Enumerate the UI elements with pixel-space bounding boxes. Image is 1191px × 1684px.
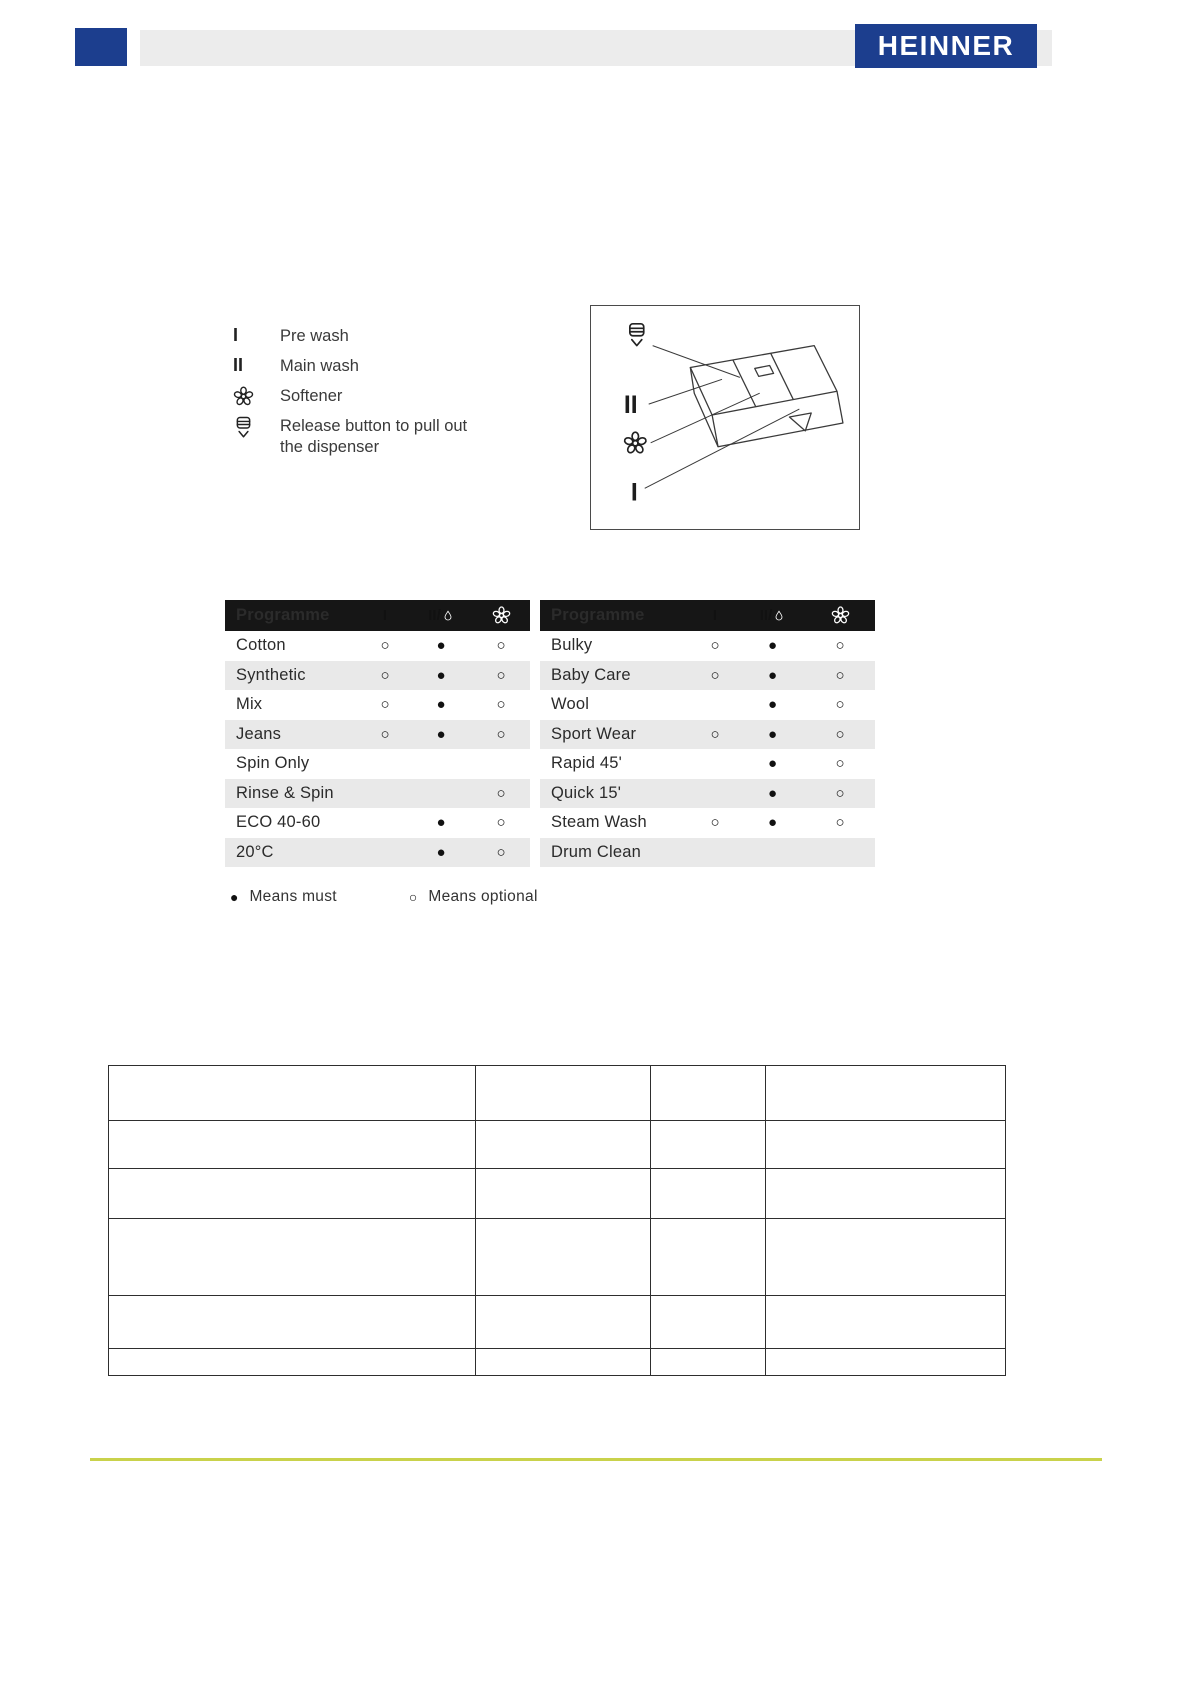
programme-name: Wool (551, 695, 590, 714)
diagram-mainwash-label: II (623, 392, 638, 420)
prewash-cell: ○ (380, 666, 390, 684)
mainwash-cell: ● (767, 814, 778, 832)
softener-flower-icon (831, 606, 850, 625)
softener-cell: ○ (835, 696, 845, 714)
softener-cell: ○ (496, 666, 506, 684)
table-row (109, 1169, 1006, 1219)
programme-table-header (225, 600, 530, 631)
prewash-cell: ○ (380, 637, 390, 655)
column-header-softener (805, 606, 875, 625)
mainwash-cell: ● (436, 637, 446, 655)
footer-accent-line (90, 1458, 1102, 1461)
empty-cell (476, 1219, 651, 1296)
programme-name: Mix (236, 695, 263, 714)
empty-cell (651, 1349, 766, 1376)
programme-name: Rinse & Spin (236, 783, 334, 802)
empty-cell (651, 1219, 766, 1296)
column-header-softener (472, 606, 530, 625)
table-row (540, 838, 875, 868)
column-header-prewash: I (712, 607, 718, 624)
softener-cell: ○ (835, 755, 845, 773)
table-row (225, 838, 530, 868)
table-key (230, 888, 538, 906)
mainwash-cell: ● (767, 666, 778, 684)
water-drop-icon (773, 608, 785, 623)
mainwash-header-label: II/ (428, 607, 441, 624)
empty-cell (766, 1169, 1006, 1219)
softener-flower-icon (624, 432, 647, 454)
table-row (225, 749, 530, 779)
column-header-prewash: I (382, 607, 388, 624)
table-row (540, 690, 875, 720)
empty-cell (766, 1349, 1006, 1376)
header-blue-tab (75, 28, 127, 66)
release-button-icon (630, 324, 644, 346)
programme-name: Jeans (236, 724, 282, 743)
table-row (109, 1296, 1006, 1349)
empty-cell (766, 1121, 1006, 1169)
column-header-programme: Programme (236, 606, 330, 624)
programme-name: Rapid 45' (551, 754, 622, 773)
softener-flower-icon (233, 386, 254, 407)
optional-label: Means optional (428, 888, 538, 905)
mainwash-header-label: II/ (759, 607, 773, 624)
legend-label: Pre wash (280, 327, 349, 345)
prewash-cell: ○ (380, 725, 390, 743)
empty-cell (766, 1219, 1006, 1296)
legend-item-softener (233, 384, 475, 414)
mainwash-cell: ● (767, 755, 778, 773)
empty-cell (109, 1066, 476, 1121)
softener-cell: ○ (496, 696, 506, 714)
empty-cell (109, 1219, 476, 1296)
programme-name: Bulky (551, 636, 593, 655)
mainwash-cell: ● (436, 696, 446, 714)
table-row (540, 631, 875, 661)
legend-label: Main wash (280, 357, 359, 375)
programme-name: Sport Wear (551, 724, 637, 743)
legend-item-release-button (233, 414, 475, 458)
mainwash-cell: ● (436, 666, 446, 684)
softener-cell: ○ (835, 666, 845, 684)
empty-cell (476, 1121, 651, 1169)
empty-cell (651, 1296, 766, 1349)
mainwash-cell: ● (436, 814, 446, 832)
empty-cell (766, 1066, 1006, 1121)
softener-cell: ○ (496, 814, 506, 832)
softener-cell: ○ (496, 637, 506, 655)
empty-cell (109, 1349, 476, 1376)
softener-cell: ○ (835, 814, 845, 832)
programme-name: Cotton (236, 636, 286, 655)
table-row (225, 808, 530, 838)
mainwash-symbol: II (233, 355, 244, 375)
softener-cell: ○ (496, 784, 506, 802)
table-row (109, 1349, 1006, 1376)
empty-cell (651, 1121, 766, 1169)
empty-cell (476, 1066, 651, 1121)
mainwash-cell: ● (436, 725, 446, 743)
empty-cell (476, 1169, 651, 1219)
mainwash-cell: ● (436, 843, 446, 861)
table-row (540, 808, 875, 838)
programme-name: 20°C (236, 842, 274, 861)
programme-name: Baby Care (551, 665, 631, 684)
brand-logo: HEINNER (855, 24, 1037, 68)
legend-label: Release button to pull out the dispenser (280, 417, 468, 456)
legend-item-mainwash (233, 354, 475, 384)
mainwash-cell: ● (767, 784, 778, 802)
table-row (540, 749, 875, 779)
empty-cell (109, 1169, 476, 1219)
prewash-cell: ○ (710, 814, 720, 832)
mainwash-cell: ● (767, 725, 778, 743)
optional-symbol: ○ (408, 889, 418, 905)
prewash-symbol: I (233, 325, 239, 345)
softener-cell: ○ (835, 637, 845, 655)
empty-cell (651, 1169, 766, 1219)
table-row (225, 690, 530, 720)
prewash-cell: ○ (380, 696, 390, 714)
dispenser-legend (233, 324, 475, 458)
column-header-mainwash (410, 607, 472, 624)
programme-name: Synthetic (236, 665, 306, 684)
programme-name: Steam Wash (551, 813, 647, 832)
legend-label: Softener (280, 387, 343, 405)
table-row (540, 661, 875, 691)
empty-cell (109, 1121, 476, 1169)
programme-name: Drum Clean (551, 842, 642, 861)
empty-cell (766, 1296, 1006, 1349)
prewash-cell: ○ (710, 666, 720, 684)
softener-flower-icon (492, 606, 511, 625)
must-symbol: ● (230, 889, 239, 905)
empty-cell (476, 1296, 651, 1349)
table-row (225, 720, 530, 750)
programme-table-header (540, 600, 875, 631)
softener-cell: ○ (496, 725, 506, 743)
table-row (225, 631, 530, 661)
water-drop-icon (442, 608, 454, 623)
prewash-cell: ○ (710, 637, 720, 655)
table-row (225, 779, 530, 809)
empty-cell (651, 1066, 766, 1121)
programme-table-right (540, 600, 875, 867)
dispenser-diagram (590, 305, 860, 530)
release-button-icon (233, 415, 254, 441)
programme-name: ECO 40-60 (236, 813, 321, 832)
spec-table (108, 1065, 1006, 1376)
column-header-mainwash (740, 607, 805, 624)
programme-table-left (225, 600, 530, 867)
programme-name: Quick 15' (551, 783, 622, 802)
table-row (225, 661, 530, 691)
table-row (540, 720, 875, 750)
softener-cell: ○ (496, 843, 506, 861)
empty-cell (109, 1296, 476, 1349)
table-row (109, 1121, 1006, 1169)
must-label: Means must (249, 888, 337, 905)
legend-item-prewash (233, 324, 475, 354)
mainwash-cell: ● (767, 696, 778, 714)
column-header-programme: Programme (551, 606, 645, 624)
table-row (109, 1219, 1006, 1296)
table-row (109, 1066, 1006, 1121)
table-row (540, 779, 875, 809)
programme-name: Spin Only (236, 754, 310, 773)
softener-cell: ○ (835, 784, 845, 802)
empty-cell (476, 1349, 651, 1376)
mainwash-cell: ● (767, 637, 778, 655)
diagram-prewash-label: I (630, 479, 638, 507)
softener-cell: ○ (835, 725, 845, 743)
prewash-cell: ○ (710, 725, 720, 743)
